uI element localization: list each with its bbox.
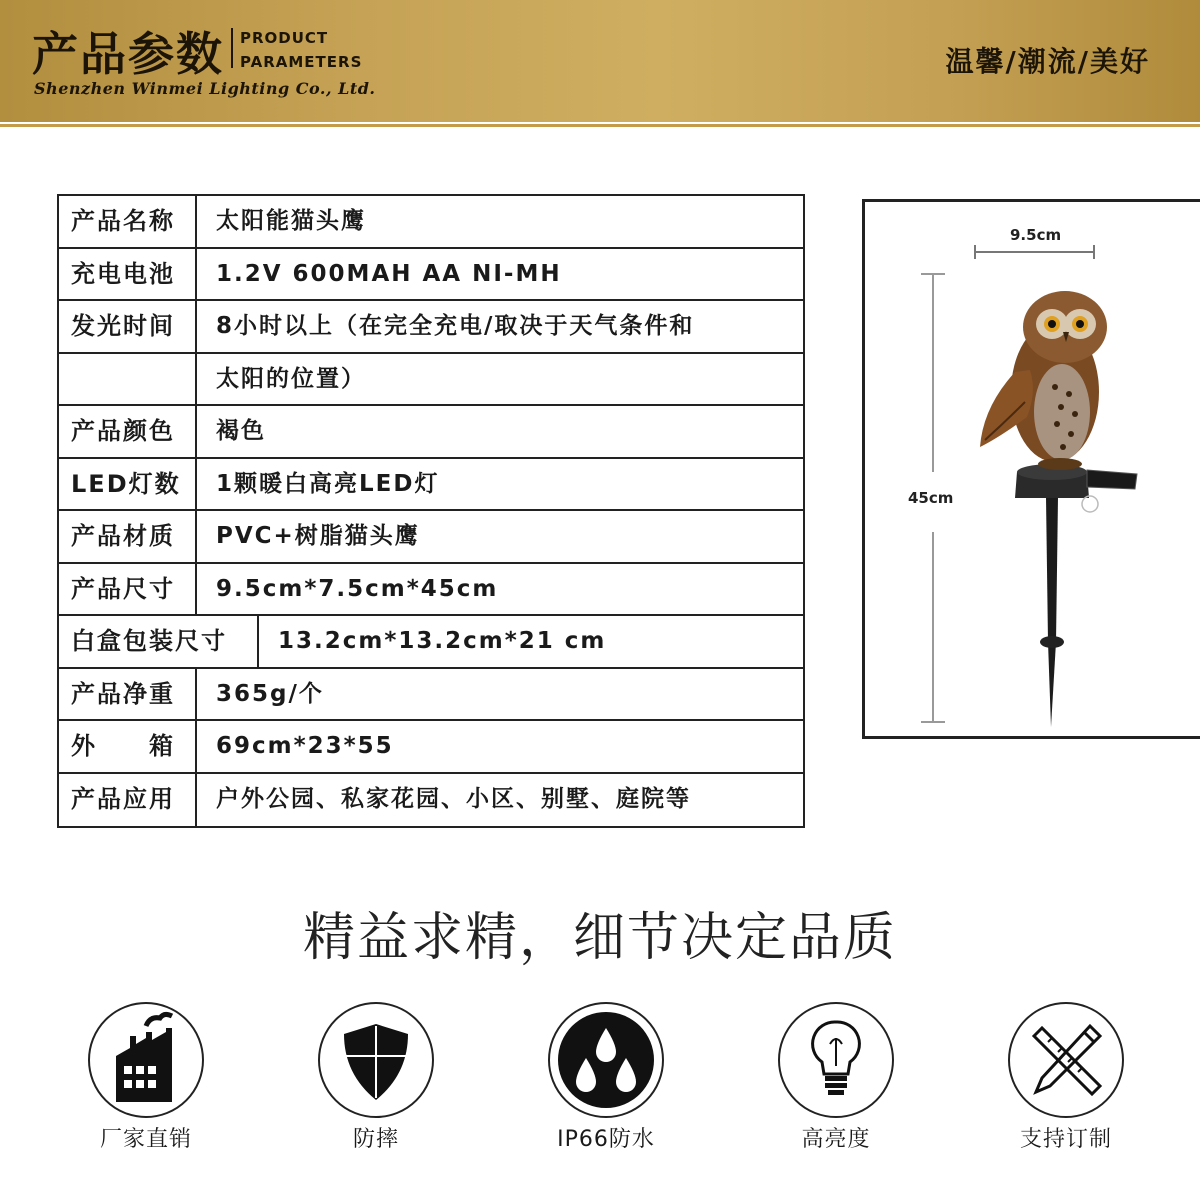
banner-underline — [0, 124, 1200, 127]
spec-row — [59, 774, 803, 827]
spec-value: 太阳能猫头鹰 — [216, 208, 366, 234]
owl-solar-light-image — [865, 202, 1200, 736]
title-divider — [231, 28, 233, 68]
spec-row — [59, 406, 803, 459]
spec-label: 产品名称 — [59, 196, 197, 247]
spec-value: 太阳的位置） — [216, 365, 366, 392]
feature-waterproof — [531, 1002, 681, 1153]
ruler-pencil-icon — [1008, 1002, 1124, 1118]
spec-label: 产品应用 — [59, 774, 197, 827]
company-name: Shenzhen Winmei Lighting Co., Ltd. — [34, 79, 376, 98]
spec-table — [57, 194, 805, 828]
quality-tagline: 精益求精，细节决定品质 — [302, 908, 897, 968]
title-english-line1: PRODUCT — [240, 29, 329, 47]
spec-label: LED灯数 — [59, 459, 197, 510]
spec-value: 13.2cm*13.2cm*21 cm — [278, 628, 607, 654]
feature-label: 厂家直销 — [99, 1127, 192, 1152]
shield-icon — [318, 1002, 434, 1118]
feature-high-brightness — [761, 1002, 911, 1153]
spec-label: 产品颜色 — [59, 406, 197, 457]
header-banner — [0, 0, 1200, 122]
spec-row — [59, 249, 803, 302]
spec-row — [59, 721, 803, 774]
spec-value: 褐色 — [216, 418, 266, 444]
feature-factory-direct — [71, 1002, 221, 1153]
spec-label: 白盒包装尺寸 — [59, 616, 259, 667]
spec-row — [59, 196, 803, 249]
spec-value: PVC+树脂猫头鹰 — [216, 523, 420, 549]
feature-customizable — [991, 1002, 1141, 1153]
page-title: 产品参数 — [32, 27, 224, 81]
title-english-line2: PARAMETERS — [240, 53, 363, 71]
spec-label: 外 箱 — [59, 721, 197, 772]
height-dimension-label: 45cm — [908, 489, 954, 507]
spec-row — [59, 616, 803, 669]
spec-row — [59, 301, 803, 354]
spec-value: 1.2V 600MAH AA NI-MH — [216, 260, 562, 287]
spec-label: 产品材质 — [59, 511, 197, 562]
water-drops-icon — [548, 1002, 664, 1118]
spec-value: 1颗暖白高亮LED灯 — [216, 470, 440, 497]
feature-label: 防摔 — [352, 1127, 399, 1152]
spec-label: 发光时间 — [59, 301, 197, 352]
spec-value: 8小时以上（在完全充电/取决于天气条件和 — [216, 313, 695, 339]
spec-row — [59, 354, 803, 407]
header-slogan: 温馨/潮流/美好 — [945, 45, 1150, 78]
feature-drop-proof — [301, 1002, 451, 1153]
light-bulb-icon — [778, 1002, 894, 1118]
spec-value: 户外公园、私家花园、小区、别墅、庭院等 — [216, 785, 691, 812]
factory-icon — [88, 1002, 204, 1118]
spec-label: 充电电池 — [59, 249, 197, 300]
spec-row — [59, 564, 803, 617]
width-dimension-label: 9.5cm — [1010, 226, 1062, 244]
spec-label — [59, 354, 197, 405]
spec-row — [59, 511, 803, 564]
spec-row — [59, 459, 803, 512]
feature-label: IP66防水 — [557, 1127, 655, 1152]
spec-row — [59, 669, 803, 722]
spec-value: 365g/个 — [216, 680, 324, 707]
spec-value: 69cm*23*55 — [216, 733, 394, 759]
feature-label: 高亮度 — [801, 1127, 871, 1152]
spec-label: 产品净重 — [59, 669, 197, 720]
spec-value: 9.5cm*7.5cm*45cm — [216, 575, 499, 602]
spec-label: 产品尺寸 — [59, 564, 197, 615]
product-photo-frame — [862, 199, 1200, 739]
feature-label: 支持订制 — [1019, 1127, 1112, 1152]
